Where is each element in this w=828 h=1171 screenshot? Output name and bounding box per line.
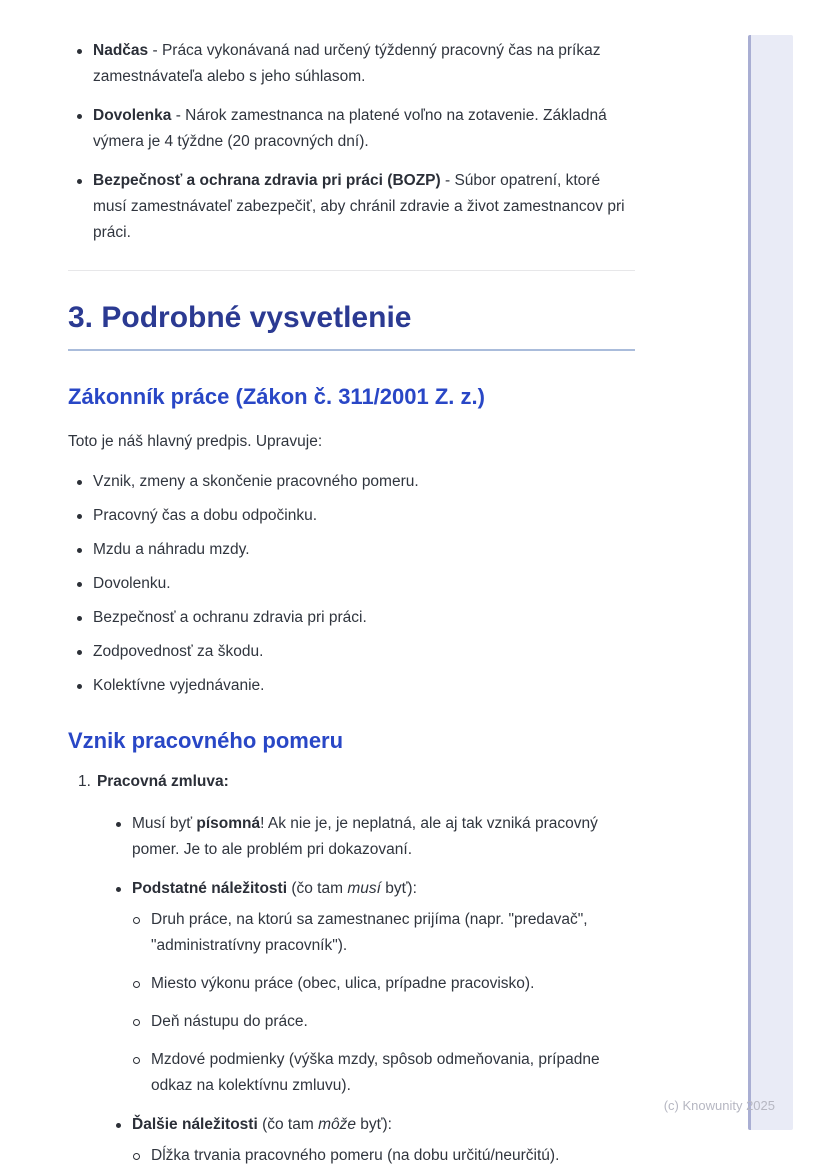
sub-list-item: Mzdové podmienky (výška mzdy, spôsob odmeňovania, prípadne odkaz na kolektívnu zmluvu). <box>132 1047 635 1099</box>
copyright-watermark: (c) Knowunity 2025 <box>663 1098 775 1113</box>
sub-list-item: Miesto výkonu práce (obec, ulica, prípadne pracovisko). <box>132 971 635 997</box>
glossary-separator: - <box>171 107 186 124</box>
text-run: byť): <box>380 880 417 897</box>
list-item-podstatne <box>107 876 635 1099</box>
section-divider <box>68 270 635 271</box>
list-item-pisomna <box>107 811 635 863</box>
sub-list-item: Druh práce, na ktorú sa zamestnanec prijíma (napr. "predavač", "administratívny pracovník"). <box>132 907 635 959</box>
glossary-item <box>68 38 635 90</box>
list-item: Bezpečnosť a ochranu zdravia pri práci. <box>68 605 635 631</box>
list-item-dalsie <box>107 1112 635 1169</box>
list-item-lead <box>132 876 635 902</box>
document-content <box>68 0 635 1171</box>
glossary-list <box>68 38 635 246</box>
subsection-title-vznik: Vznik pracovného pomeru <box>68 728 344 753</box>
zakonnik-intro: Toto je náš hlavný predpis. Upravuje: <box>68 433 323 450</box>
list-item: Zodpovednosť za škodu. <box>68 639 635 665</box>
text-run-italic: môže <box>318 1116 356 1133</box>
numbered-item-header <box>78 769 635 795</box>
glossary-separator: - <box>148 42 162 59</box>
list-item: Mzdu a náhradu mzdy. <box>68 537 635 563</box>
text-run: (čo tam <box>257 1116 319 1133</box>
list-item-lead <box>132 1112 635 1138</box>
zakonnik-list <box>68 469 635 699</box>
sub-list-item: Deň nástupu do práce. <box>132 1009 635 1035</box>
glossary-term: Bezpečnosť a ochrana zdravia pri práci (BOZP) <box>93 172 441 189</box>
text-run: Musí byť <box>132 815 197 832</box>
list-item: Pracovný čas a dobu odpočinku. <box>68 503 635 529</box>
text-run-bold: písomná <box>196 815 261 832</box>
scrollbar-track[interactable] <box>748 35 793 1130</box>
section-title: 3. Podrobné vysvetlenie <box>68 299 635 351</box>
text-run-bold: Podstatné náležitosti <box>132 880 288 897</box>
text-run: (čo tam <box>287 880 348 897</box>
glossary-separator: - <box>440 172 455 189</box>
item-number: 1. <box>78 773 91 790</box>
numbered-item <box>68 769 635 1169</box>
glossary-term: Nadčas <box>93 42 149 59</box>
glossary-item <box>68 168 635 246</box>
list-item: Dovolenku. <box>68 571 635 597</box>
sub-list-item: Dĺžka trvania pracovného pomeru (na dobu určitú/neurčitú). <box>132 1143 635 1169</box>
glossary-item <box>68 103 635 155</box>
glossary-description: Nárok zamestnanca na platené voľno na zotavenie. Základná výmera je 4 týždne (20 pracovných dní). <box>93 107 607 150</box>
zmluva-list <box>78 811 635 1169</box>
text-run-bold: Ďalšie náležitosti <box>132 1116 258 1133</box>
glossary-description: Súbor opatrení, ktoré musí zamestnávateľ zabezpečiť, aby chránil zdravie a život zamestnancov pri práci. <box>93 172 625 241</box>
text-run: ! Ak nie je, je neplatná, ale aj tak vzniká pracovný pomer. Je to ale problém pri dokazovaní. <box>132 815 598 858</box>
subsection-title-zakonnik: Zákonník práce (Zákon č. 311/2001 Z. z.) <box>68 384 485 409</box>
podstatne-sublist <box>132 907 635 1099</box>
item-title: Pracovná zmluva: <box>96 773 229 790</box>
glossary-description: Práca vykonávaná nad určený týždenný pracovný čas na príkaz zamestnávateľa alebo s jeho súhlasom. <box>93 42 601 85</box>
glossary-term: Dovolenka <box>93 107 172 124</box>
text-run-italic: musí <box>347 880 381 897</box>
list-item: Kolektívne vyjednávanie. <box>68 673 635 699</box>
list-item: Vznik, zmeny a skončenie pracovného pomeru. <box>68 469 635 495</box>
text-run: byť): <box>355 1116 392 1133</box>
dalsie-sublist <box>132 1143 635 1169</box>
